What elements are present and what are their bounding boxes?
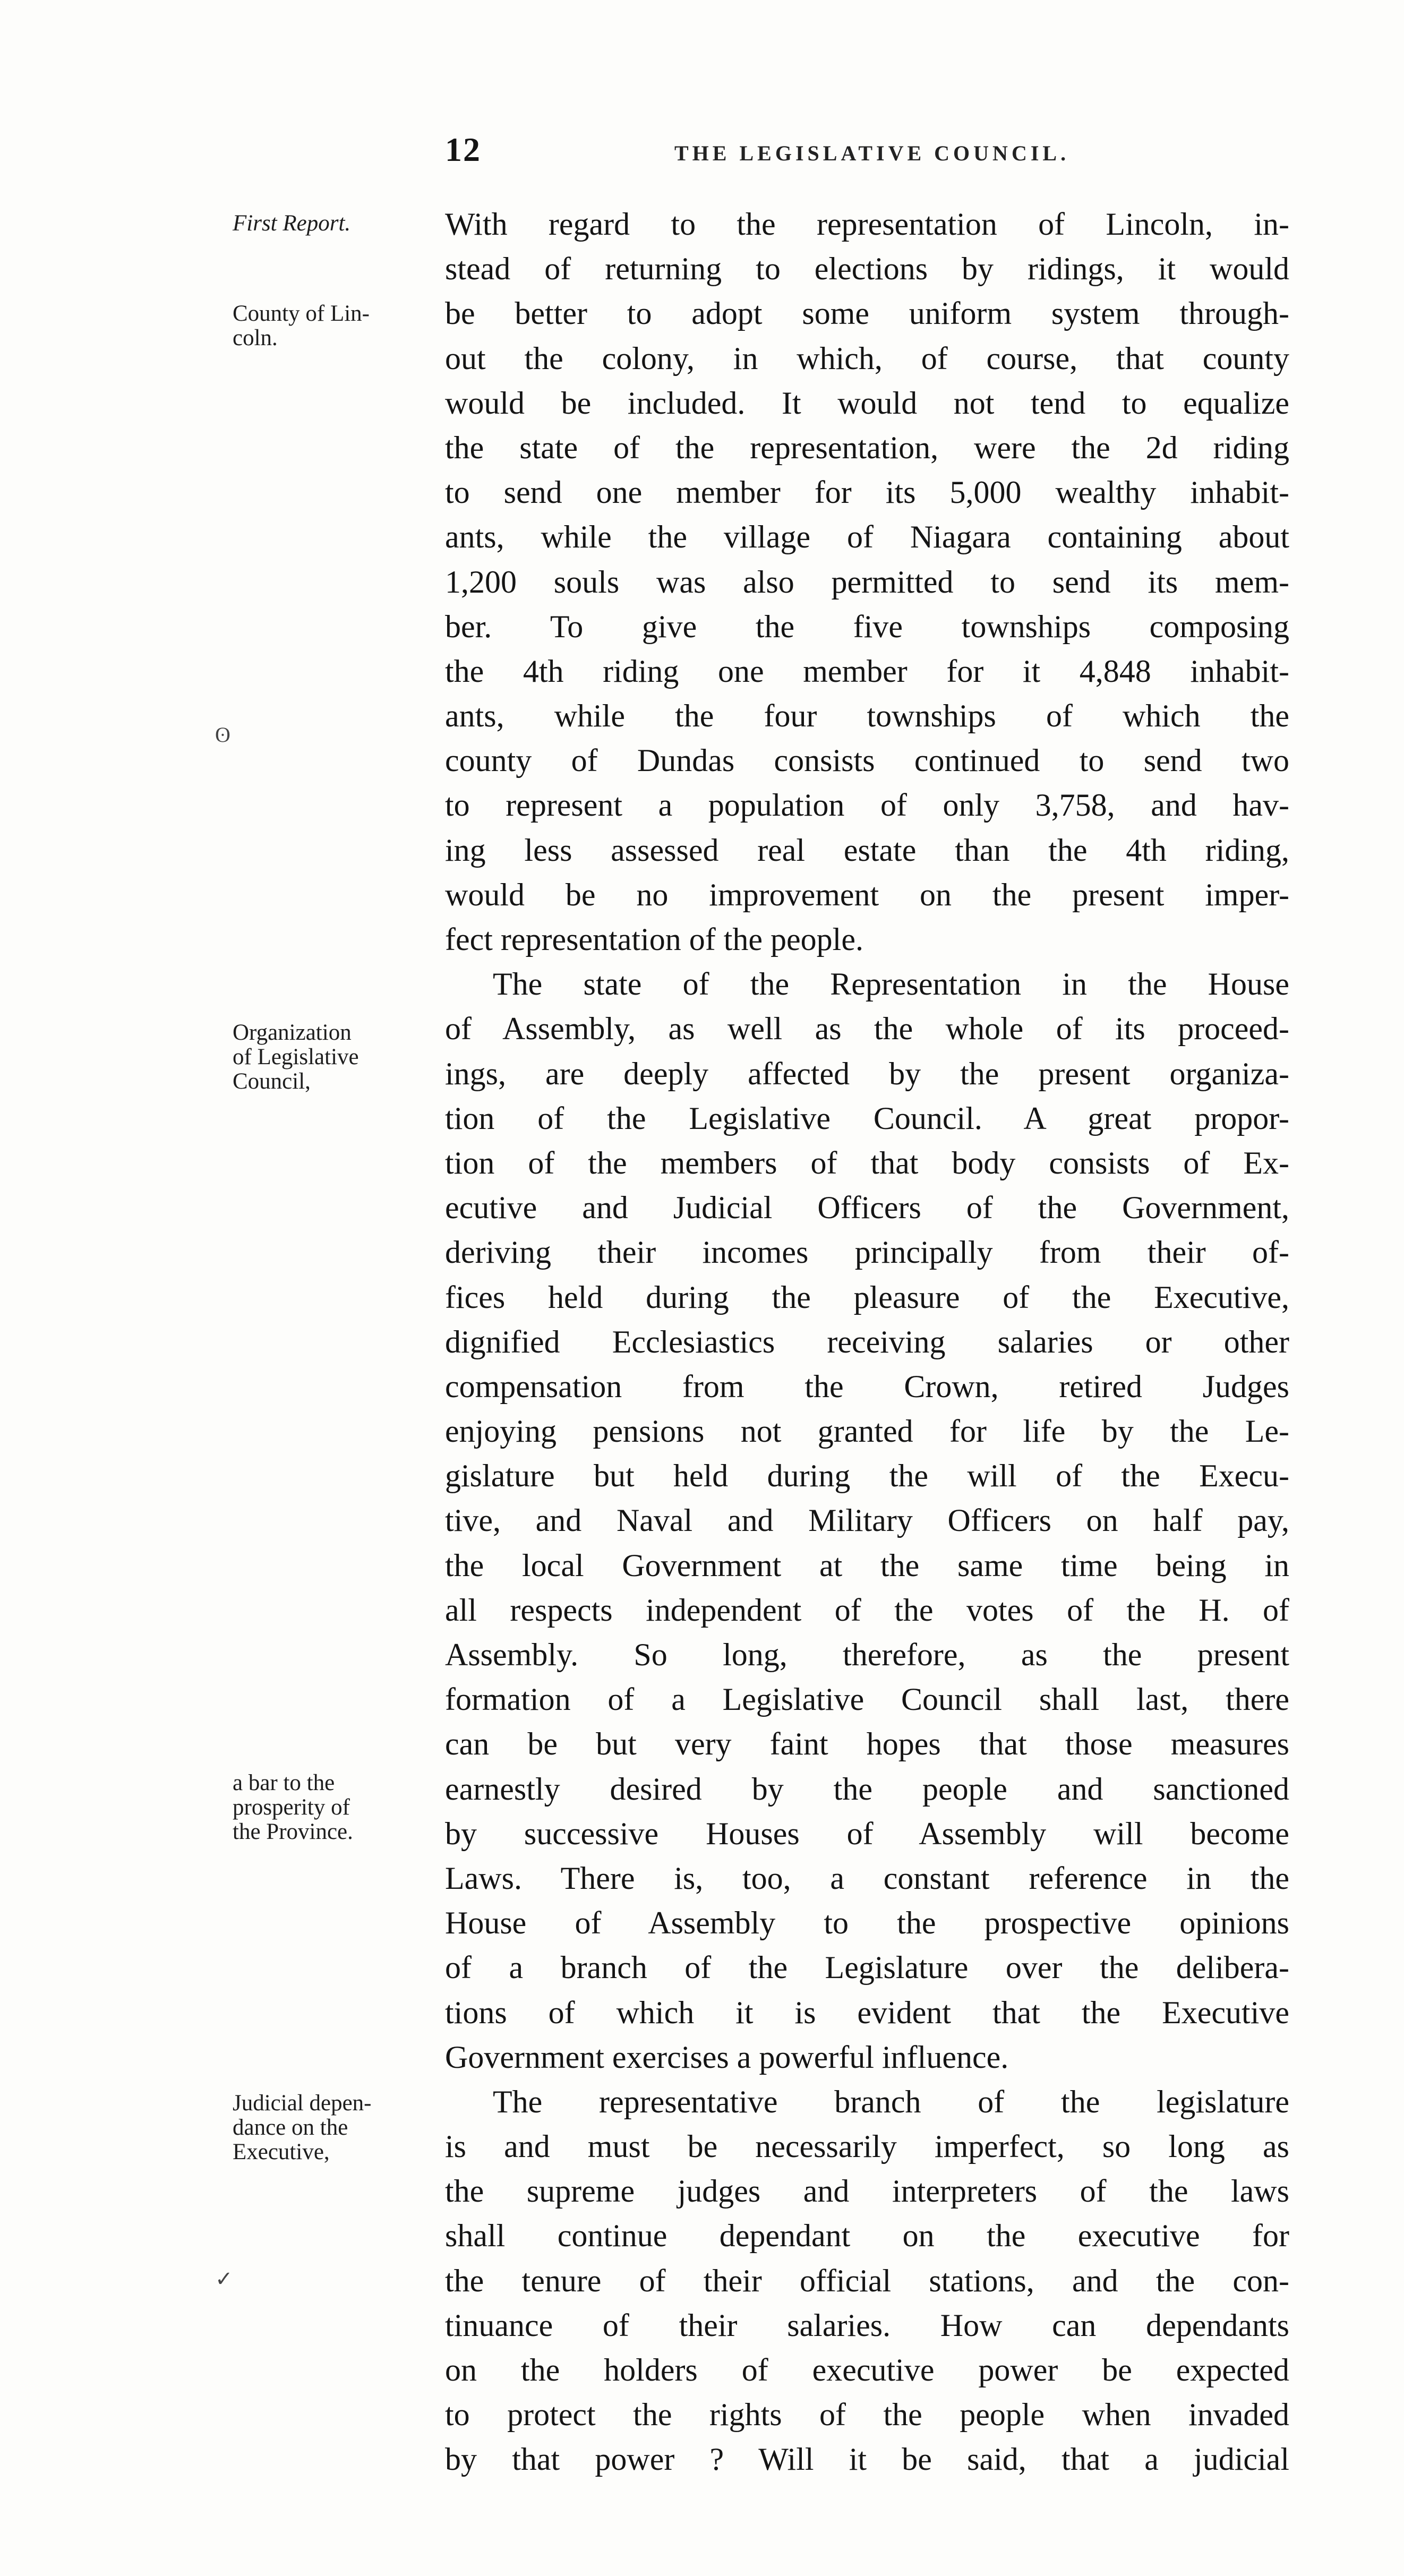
body-line: to represent a population of only 3,758, and hav-: [445, 788, 1289, 823]
running-head: [0, 130, 1404, 178]
body-line: ing less assessed real estate than the 4th riding,: [445, 832, 1289, 868]
body-line: Laws. There is, too, a constant reference in the: [445, 1860, 1289, 1896]
body-line: The state of the Representation in the House: [493, 966, 1289, 1002]
body-line: by successive Houses of Assembly will become: [445, 1816, 1289, 1851]
margin-note-first-report: [233, 211, 440, 236]
body-line: the state of the representation, were the 2d riding: [445, 430, 1289, 465]
margin-note-bar-to-prosperity: [233, 1771, 440, 1844]
body-line: tions of which it is evident that the Executive: [445, 1995, 1289, 2030]
margin-note-organization-of-legislative-council: [233, 1021, 440, 1094]
body-line: enjoying pensions not granted for life by the Le-: [445, 1414, 1289, 1449]
margin-note-line: Council,: [233, 1069, 311, 1094]
page-number: 12: [445, 131, 481, 168]
body-line: out the colony, in which, of course, that county: [445, 340, 1289, 376]
body-line: of a branch of the Legislature over the delibera-: [445, 1950, 1289, 1986]
body-line: is and must be necessarily imperfect, so long as: [445, 2129, 1289, 2164]
body-line: The representative branch of the legislature: [493, 2084, 1289, 2119]
body-line: Government exercises a powerful influence.: [445, 2039, 1009, 2075]
body-line: ber. To give the five townships composing: [445, 609, 1289, 644]
body-line: the 4th riding one member for it 4,848 inhabit-: [445, 653, 1289, 689]
body-line: by that power ? Will it be said, that a judicial: [445, 2442, 1289, 2477]
margin-note-line: prosperity of: [233, 1795, 350, 1820]
body-line: House of Assembly to the prospective opinions: [445, 1905, 1289, 1941]
body-line: gislature but held during the will of the Execu-: [445, 1458, 1289, 1494]
margin-note-judicial-dependance: [233, 2091, 440, 2164]
body-line: would be no improvement on the present imper-: [445, 877, 1289, 912]
body-line: tion of the Legislative Council. A great propor-: [445, 1100, 1289, 1136]
margin-note-line: dance on the: [233, 2115, 348, 2140]
body-line: compensation from the Crown, retired Judges: [445, 1368, 1289, 1404]
body-line: be better to adopt some uniform system through-: [445, 296, 1289, 331]
body-line: to send one member for its 5,000 wealthy inhabit-: [445, 475, 1289, 510]
body-line: the local Government at the same time being in: [445, 1547, 1289, 1583]
body-line: With regard to the representation of Lincoln, in-: [445, 207, 1289, 242]
margin-note-county-of-lincoln: [233, 302, 440, 350]
body-line: ecutive and Judicial Officers of the Government,: [445, 1190, 1289, 1226]
stray-mark: ʘ: [215, 723, 230, 747]
running-title: THE LEGISLATIVE COUNCIL.: [674, 141, 1070, 165]
margin-note-line: Executive,: [233, 2139, 330, 2164]
body-line: tinuance of their salaries. How can dependants: [445, 2307, 1289, 2343]
margin-note-line: a bar to the: [233, 1770, 335, 1795]
body-line: ings, are deeply affected by the present organiza-: [445, 1056, 1289, 1091]
margin-note-line: the Province.: [233, 1819, 353, 1844]
margin-note-line: coln.: [233, 326, 278, 350]
margin-note-line: of Legislative: [233, 1045, 359, 1069]
body-line: the tenure of their official stations, and the con-: [445, 2263, 1289, 2298]
body-line: fices held during the pleasure of the Executive,: [445, 1279, 1289, 1315]
margin-note-line: Judicial depen-: [233, 2091, 372, 2116]
body-line: to protect the rights of the people when invaded: [445, 2397, 1289, 2433]
body-line: formation of a Legislative Council shall last, there: [445, 1682, 1289, 1717]
body-line: ants, while the village of Niagara containing about: [445, 519, 1289, 555]
body-line: earnestly desired by the people and sanctioned: [445, 1771, 1289, 1807]
body-line: fect representation of the people.: [445, 922, 863, 957]
body-line: on the holders of executive power be expected: [445, 2352, 1289, 2387]
body-line: 1,200 souls was also permitted to send its mem-: [445, 564, 1289, 600]
margin-note-line: Organization: [233, 1020, 352, 1045]
stray-mark: ✓: [215, 2267, 233, 2291]
body-line: stead of returning to elections by ridings, it would: [445, 251, 1289, 287]
body-line: can be but very faint hopes that those measures: [445, 1726, 1289, 1762]
body-line: shall continue dependant on the executive for: [445, 2218, 1289, 2254]
margin-note-line: County of Lin-: [233, 301, 370, 326]
body-line: ants, while the four townships of which the: [445, 698, 1289, 734]
body-line: all respects independent of the votes of the H. of: [445, 1592, 1289, 1628]
body-line: dignified Ecclesiastics receiving salaries or other: [445, 1324, 1289, 1359]
body-text: [445, 202, 1289, 2482]
body-line: tion of the members of that body consists of Ex-: [445, 1145, 1289, 1180]
body-line: Assembly. So long, therefore, as the present: [445, 1637, 1289, 1672]
margin-note-line: First Report.: [233, 211, 351, 236]
body-line: the supreme judges and interpreters of the laws: [445, 2173, 1289, 2209]
body-line: would be included. It would not tend to equalize: [445, 385, 1289, 421]
body-line: county of Dundas consists continued to send two: [445, 743, 1289, 778]
body-line: deriving their incomes principally from their of-: [445, 1235, 1289, 1270]
body-line: of Assembly, as well as the whole of its proceed-: [445, 1011, 1289, 1047]
body-line: tive, and Naval and Military Officers on half pay,: [445, 1503, 1289, 1538]
